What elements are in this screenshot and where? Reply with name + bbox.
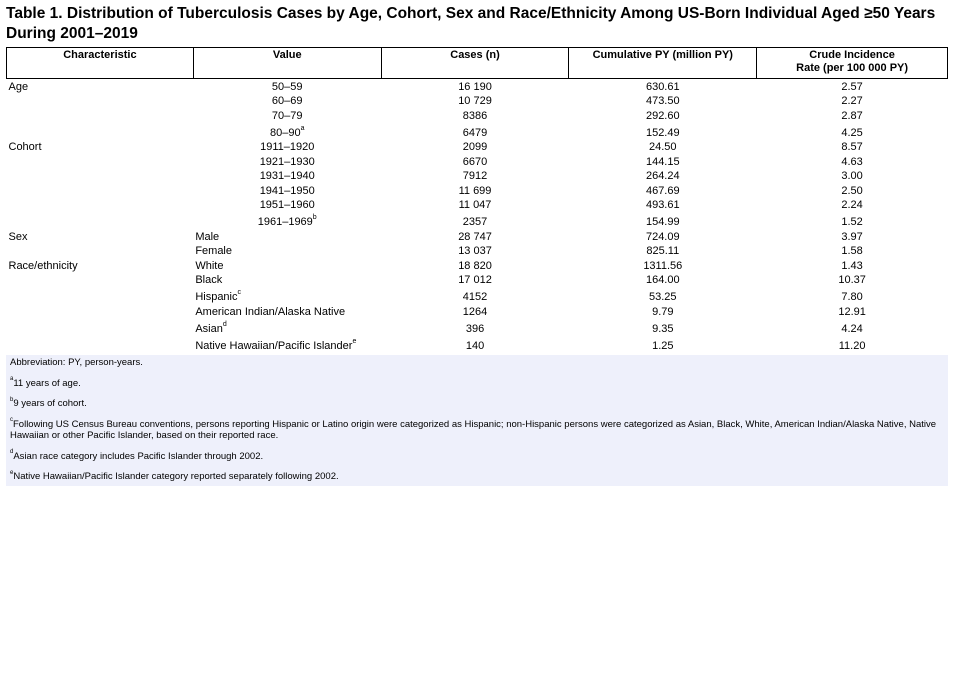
rate-cell: 11.20 <box>838 339 866 352</box>
cases-cell: 11 047 <box>458 199 492 211</box>
footnote-marker: d <box>222 320 227 328</box>
cases-cell: 16 190 <box>458 80 492 93</box>
header-incidence-line2: Rate (per 100 000 PY) <box>796 62 909 74</box>
value-cell: 60–69 <box>271 95 303 107</box>
rate-cell: 2.24 <box>841 199 863 211</box>
footnote-marker: b <box>312 214 317 222</box>
footnote-b: $^b$9 years of cohort. <box>10 396 87 409</box>
cases-cell: 140 <box>465 339 485 352</box>
rate-cell: 8.57 <box>841 141 863 153</box>
header-incidence-line1: Crude Incidence <box>809 49 895 61</box>
rate-cell: 4.24 <box>841 322 863 335</box>
cases-cell: 1264 <box>462 305 488 318</box>
footnote-marker: a <box>300 124 305 132</box>
group-label-age: Age <box>8 80 29 93</box>
value-cell: 1941–1950 <box>259 184 315 197</box>
py-cell: 493.61 <box>645 199 680 211</box>
py-cell: 53.25 <box>649 291 677 303</box>
rate-cell: 7.80 <box>841 291 863 303</box>
value-cell: 1921–1930 <box>259 155 315 168</box>
header-incidence-rate <box>757 48 948 79</box>
table-header <box>7 48 948 79</box>
py-cell: 9.35 <box>652 322 674 335</box>
rate-cell: 1.58 <box>841 245 863 257</box>
table-row <box>7 229 948 244</box>
rate-cell: 10.37 <box>838 274 866 286</box>
table-row <box>7 287 948 304</box>
footnote-marker: e <box>352 337 357 345</box>
rate-cell: 4.63 <box>841 155 863 168</box>
cases-cell: 2357 <box>462 216 488 228</box>
value-cell: 50–59 <box>271 80 303 93</box>
cases-cell: 8386 <box>462 109 488 122</box>
table-row <box>7 169 948 184</box>
py-cell: 164.00 <box>645 274 680 286</box>
rate-cell: 2.27 <box>841 95 863 107</box>
value-cell: Female <box>195 245 232 257</box>
value-cell: Male <box>195 230 220 243</box>
table-row <box>7 273 948 288</box>
py-cell: 154.99 <box>645 216 680 228</box>
header-value: Value <box>193 48 381 79</box>
py-cell: 825.11 <box>646 245 680 257</box>
value-cell: American Indian/Alaska Native <box>195 305 346 318</box>
py-cell: 9.79 <box>652 305 674 318</box>
table-row <box>7 319 948 336</box>
footnote-c: $^c$Following US Census Bureau conventions, persons reporting Hispanic or Latino origin were categorized as Hispanic; non-Hispanic persons were categorized as Asian, Black, White, American Indian/Alaska Native, Native Hawaiian or other Pacific Islander, based on their reported race. <box>10 417 937 441</box>
tb-distribution-table <box>6 47 948 353</box>
py-cell: 473.50 <box>645 95 680 107</box>
rate-cell: 3.97 <box>841 230 863 243</box>
header-cumulative-py: Cumulative PY (million PY) <box>569 48 757 79</box>
group-label-race: Race/ethnicity <box>8 259 78 272</box>
footnote-marker: c <box>10 417 13 424</box>
cases-cell: 10 729 <box>458 95 492 107</box>
cases-cell: 7912 <box>462 170 488 182</box>
table-row <box>7 79 948 94</box>
py-cell: 152.49 <box>645 126 680 139</box>
value-cell: White <box>195 259 224 272</box>
value-cell: Black <box>195 274 223 286</box>
cases-cell: 28 747 <box>458 230 492 243</box>
table-row <box>7 304 948 319</box>
table-row <box>7 108 948 123</box>
cases-cell: 2099 <box>462 141 488 153</box>
value-cell: 80–90$^a$ <box>269 124 305 139</box>
footnote-marker: c <box>237 289 241 297</box>
header-characteristic: Characteristic <box>7 48 194 79</box>
footnote-marker: b <box>10 396 14 403</box>
py-cell: 1.25 <box>652 339 674 352</box>
rate-cell: 1.43 <box>841 259 863 272</box>
table-row <box>7 123 948 140</box>
cases-cell: 6670 <box>462 155 488 168</box>
table-row <box>7 183 948 198</box>
cases-cell: 18 820 <box>458 259 492 272</box>
rate-cell: 2.87 <box>841 109 863 122</box>
rate-cell: 3.00 <box>841 170 863 182</box>
py-cell: 467.69 <box>645 184 680 197</box>
value-cell: 1951–1960 <box>259 199 315 211</box>
cases-cell: 17 012 <box>458 274 492 286</box>
py-cell: 292.60 <box>645 109 680 122</box>
value-cell: Native Hawaiian/Pacific Islander$^e$ <box>195 337 357 352</box>
value-cell: 70–79 <box>271 109 303 122</box>
py-cell: 264.24 <box>645 170 680 182</box>
rate-cell: 1.52 <box>841 216 863 228</box>
py-cell: 1311.56 <box>643 259 683 272</box>
table-row <box>7 258 948 273</box>
footnote-abbreviation: Abbreviation: PY, person-years. <box>10 357 143 368</box>
value-cell: Asian$^d$ <box>195 320 227 335</box>
cases-cell: 11 699 <box>458 184 492 197</box>
rate-cell: 12.91 <box>838 305 866 318</box>
cases-cell: 4152 <box>462 291 488 303</box>
footnote-marker: d <box>10 449 14 456</box>
group-label-cohort: Cohort <box>8 141 42 153</box>
footnote-d: $^d$Asian race category includes Pacific Islander through 2002. <box>10 449 264 462</box>
cases-cell: 13 037 <box>458 245 492 257</box>
footnote-marker: e <box>10 469 14 476</box>
cases-cell: 396 <box>465 322 485 335</box>
footnote-e: $^e$Native Hawaiian/Pacific Islander category reported separately following 2002. <box>10 469 339 482</box>
py-cell: 630.61 <box>645 80 680 93</box>
value-cell: 1961–1969$^b$ <box>257 214 317 228</box>
cases-cell: 6479 <box>462 126 488 139</box>
py-cell: 724.09 <box>645 230 680 243</box>
table-title: Table 1. Distribution of Tuberculosis Cases by Age, Cohort, Sex and Race/Ethnicity Among US-Born Individual Aged ≥50 Years During 2001–2019 <box>6 5 936 42</box>
py-cell: 144.15 <box>645 155 680 168</box>
rate-cell: 2.50 <box>841 184 863 197</box>
table-row <box>7 140 948 155</box>
table-row <box>7 94 948 109</box>
value-cell: Hispanic$^c$ <box>195 289 241 303</box>
rate-cell: 2.57 <box>841 80 863 93</box>
table-footnotes <box>6 355 948 486</box>
value-cell: 1931–1940 <box>259 170 315 182</box>
table-row <box>7 336 948 353</box>
py-cell: 24.50 <box>649 141 677 153</box>
table-row <box>7 154 948 169</box>
group-label-sex: Sex <box>8 230 28 243</box>
table-row <box>7 198 948 213</box>
footnote-marker: a <box>10 376 14 383</box>
table-row <box>7 244 948 259</box>
footnote-a: $^a$11 years of age. <box>10 376 81 389</box>
header-cases: Cases (n) <box>381 48 569 79</box>
rate-cell: 4.25 <box>841 126 863 139</box>
value-cell: 1911–1920 <box>260 141 315 153</box>
table-row <box>7 212 948 229</box>
table-body <box>7 79 948 353</box>
